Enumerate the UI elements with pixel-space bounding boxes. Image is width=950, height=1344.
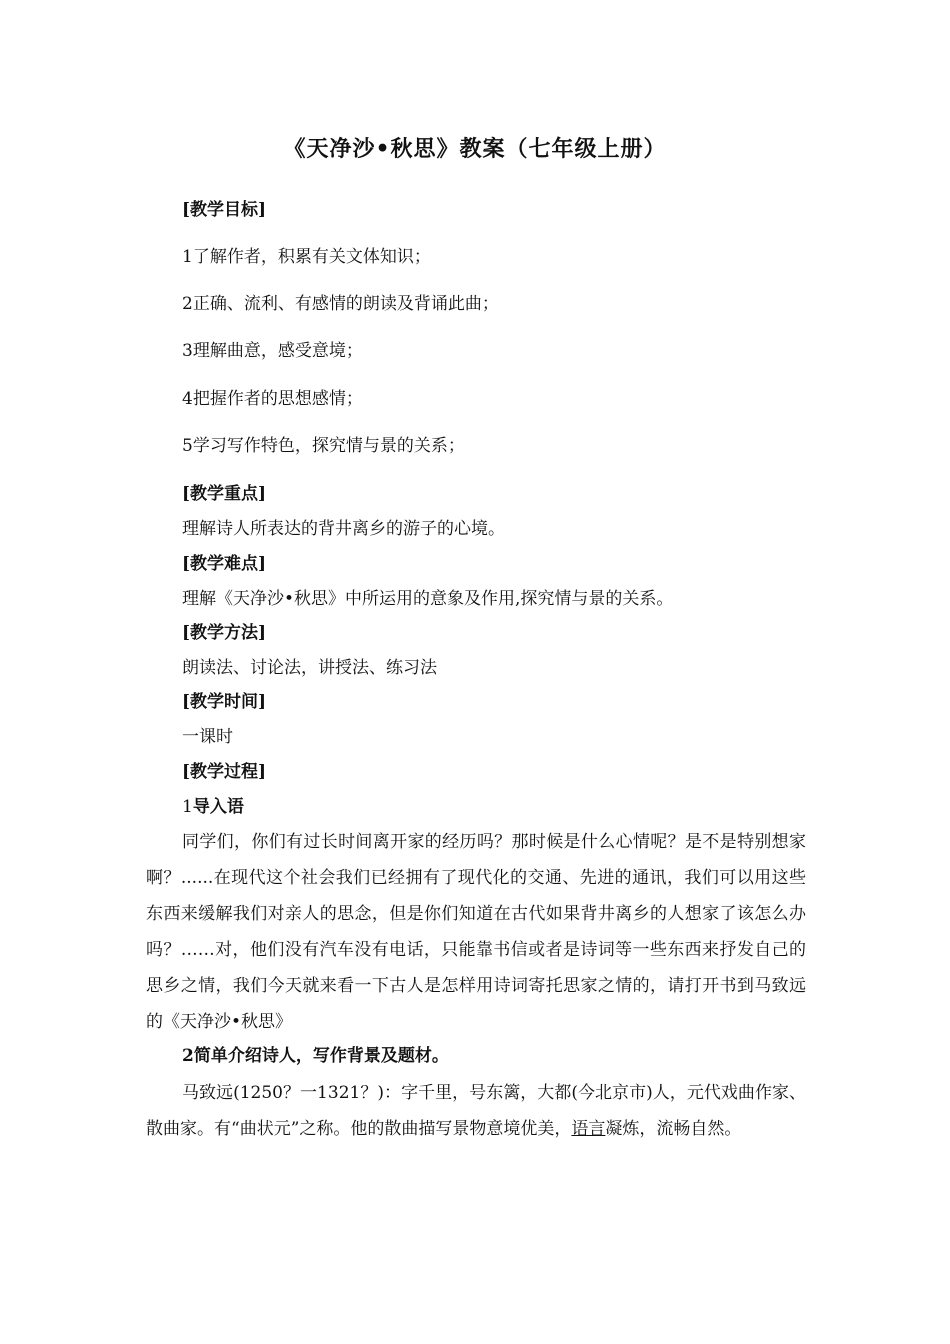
difficulties-heading: [教学难点] bbox=[182, 554, 267, 574]
document-title: 《天净沙•秋思》教案（七年级上册） bbox=[283, 136, 667, 162]
process-heading: [教学过程] bbox=[182, 762, 267, 782]
step1-paragraph: 同学们，你们有过长时间离开家的经历吗？那时候是什么心情呢？是不是特别想家啊？......在现代这个社会我们已经拥有了现代化的交通、先进的通讯，我们可以用这些东西来缓解我们对亲人的思念，但是你们知道在古代如果背井离乡的人想家了该怎么办吗？……对，他们没有汽车没有电话，只能靠书信或者是诗词等一些东西来抒发自己的思乡之情，我们今天就来看一下古人是怎样用诗词寄托思家之情的，请打开书到马致远的《天净沙•秋思》 bbox=[146, 832, 806, 1032]
methods-heading: [教学方法] bbox=[182, 623, 267, 643]
time-text: 一课时 bbox=[182, 727, 233, 747]
step2-paragraph bbox=[146, 1075, 806, 1147]
objective-item: 2正确、流利、有感情的朗读及背诵此曲； bbox=[182, 294, 499, 314]
step1-label: 导入语 bbox=[192, 797, 244, 817]
difficulties-text: 理解《天净沙•秋思》中所运用的意象及作用,探究情与景的关系。 bbox=[182, 589, 674, 609]
objective-item: 1了解作者，积累有关文体知识； bbox=[182, 247, 431, 267]
step2-text-after: 凝炼，流畅自然。 bbox=[605, 1119, 742, 1139]
step2-text-before: 马致远(1250？一1321？)：字千里，号东篱，大都(今北京市)人，元代戏曲作家、散曲家。有“曲状元”之称。他的散曲描写景物意境优美， bbox=[146, 1083, 806, 1139]
objective-item: 3理解曲意，感受意境； bbox=[182, 341, 363, 361]
step2-heading: 2简单介绍诗人，写作背景及题材。 bbox=[182, 1046, 449, 1066]
objective-item: 4把握作者的思想感情； bbox=[182, 389, 363, 409]
key-points-text: 理解诗人所表达的背井离乡的游子的心境。 bbox=[182, 519, 505, 539]
step1-number: 1 bbox=[182, 797, 193, 817]
underlined-word: 语言 bbox=[571, 1119, 606, 1139]
key-points-heading: [教学重点] bbox=[182, 484, 267, 504]
objectives-heading: [教学目标] bbox=[182, 200, 267, 220]
methods-text: 朗读法、讨论法，讲授法、练习法 bbox=[182, 658, 437, 678]
step1-heading bbox=[182, 796, 244, 818]
objective-item: 5学习写作特色，探究情与景的关系； bbox=[182, 436, 465, 456]
time-heading: [教学时间] bbox=[182, 692, 267, 712]
